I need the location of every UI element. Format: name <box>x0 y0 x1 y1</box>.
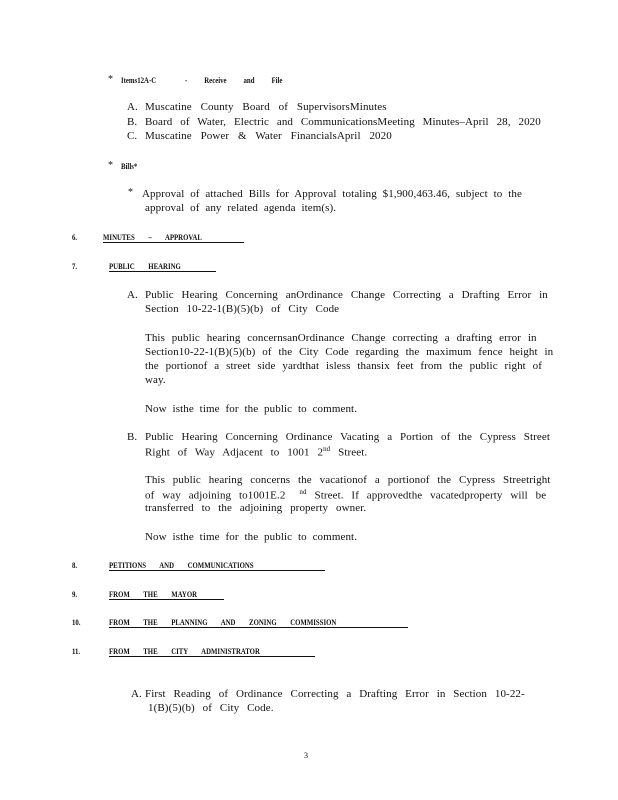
section-title: FROM THE MAYOR <box>109 590 198 599</box>
bullet-star: * <box>108 160 113 171</box>
superscript: nd <box>299 488 307 496</box>
hearing-b-description: This public hearing concerns the vacationof a portionof the Cypress Streetright <box>145 474 551 486</box>
list-marker: B. <box>127 431 138 443</box>
admin-a-line: 1(B)(5)(b) of City Code. <box>148 702 274 714</box>
section-title: MINUTES – APPROVAL <box>103 233 202 242</box>
section-number: 11. <box>72 647 81 656</box>
section-underline <box>109 599 224 600</box>
list-item: Muscatine County Board of SupervisorsMinutes <box>145 101 387 113</box>
hearing-a-description: Section10-22-1(B)(5)(b) of the City Code regarding the maximum fence height in <box>145 346 554 358</box>
bills-approval-line2: approval of any related agenda item(s). <box>145 202 337 214</box>
receive-file-label: - Receive and File <box>185 76 283 85</box>
list-marker: C. <box>127 130 138 142</box>
list-item: Board of Water, Electric and CommunicationsMeeting Minutes–April 28, 2020 <box>145 116 541 128</box>
list-marker: A. <box>127 289 138 301</box>
hearing-b-description-part: of way adjoining to1001E.2 <box>145 489 286 502</box>
list-item: Muscatine Power & Water FinancialsApril 2020 <box>145 130 392 142</box>
section-number: 7. <box>72 262 78 271</box>
bills-label: Bills* <box>121 162 138 171</box>
page-number: 3 <box>304 751 308 760</box>
items-label: Items12A-C <box>121 76 157 85</box>
section-title: FROM THE CITY ADMINISTRATOR <box>109 647 260 656</box>
section-number: 9. <box>72 590 78 599</box>
hearing-b-title-part: Street. <box>330 446 368 459</box>
section-number: 6. <box>72 233 78 242</box>
hearing-b-title-part: Right of Way Adjacent to 1001 2 <box>145 446 324 459</box>
hearing-b-description <box>145 488 546 502</box>
section-underline <box>109 271 216 272</box>
section-number: 10. <box>72 618 81 627</box>
bills-approval-line1: Approval of attached Bills for Approval totaling $1,900,463.46, subject to the <box>142 188 522 200</box>
bullet-star: * <box>128 187 133 198</box>
list-marker: A. <box>127 101 138 113</box>
section-title: PETITIONS AND COMMUNICATIONS <box>109 561 254 570</box>
hearing-a-comment: Now isthe time for the public to comment. <box>145 403 358 415</box>
section-underline <box>109 656 315 657</box>
hearing-b-title: Public Hearing Concerning Ordinance Vacating a Portion of the Cypress Street <box>145 431 551 443</box>
hearing-a-description: the portionof a street side yardthat isless thansix feet from the public right of <box>145 360 543 372</box>
hearing-b-comment: Now isthe time for the public to comment. <box>145 531 358 543</box>
hearing-b-title <box>145 445 367 459</box>
hearing-a-title: Public Hearing Concerning anOrdinance Change Correcting a Drafting Error in <box>145 289 548 301</box>
section-number: 8. <box>72 561 78 570</box>
hearing-a-title: Section 10-22-1(B)(5)(b) of City Code <box>145 303 340 315</box>
section-title: FROM THE PLANNING AND ZONING COMMISSION <box>109 618 337 627</box>
section-title: PUBLIC HEARING <box>109 262 181 271</box>
hearing-a-description: way. <box>145 374 166 386</box>
section-underline <box>109 627 408 628</box>
section-underline <box>109 570 325 571</box>
bullet-star: * <box>108 74 113 85</box>
hearing-b-description: transferred to the adjoining property owner. <box>145 502 367 514</box>
list-marker: B. <box>127 116 138 128</box>
section-underline <box>103 242 244 243</box>
list-marker: A. <box>131 688 142 700</box>
hearing-a-description: This public hearing concernsanOrdinance Change correcting a drafting error in <box>145 332 537 344</box>
superscript: nd <box>323 445 331 453</box>
admin-a-line: First Reading of Ordinance Correcting a Drafting Error in Section 10-22- <box>145 688 525 700</box>
hearing-b-description-part: Street. If approvedthe vacatedproperty will be <box>306 489 547 502</box>
